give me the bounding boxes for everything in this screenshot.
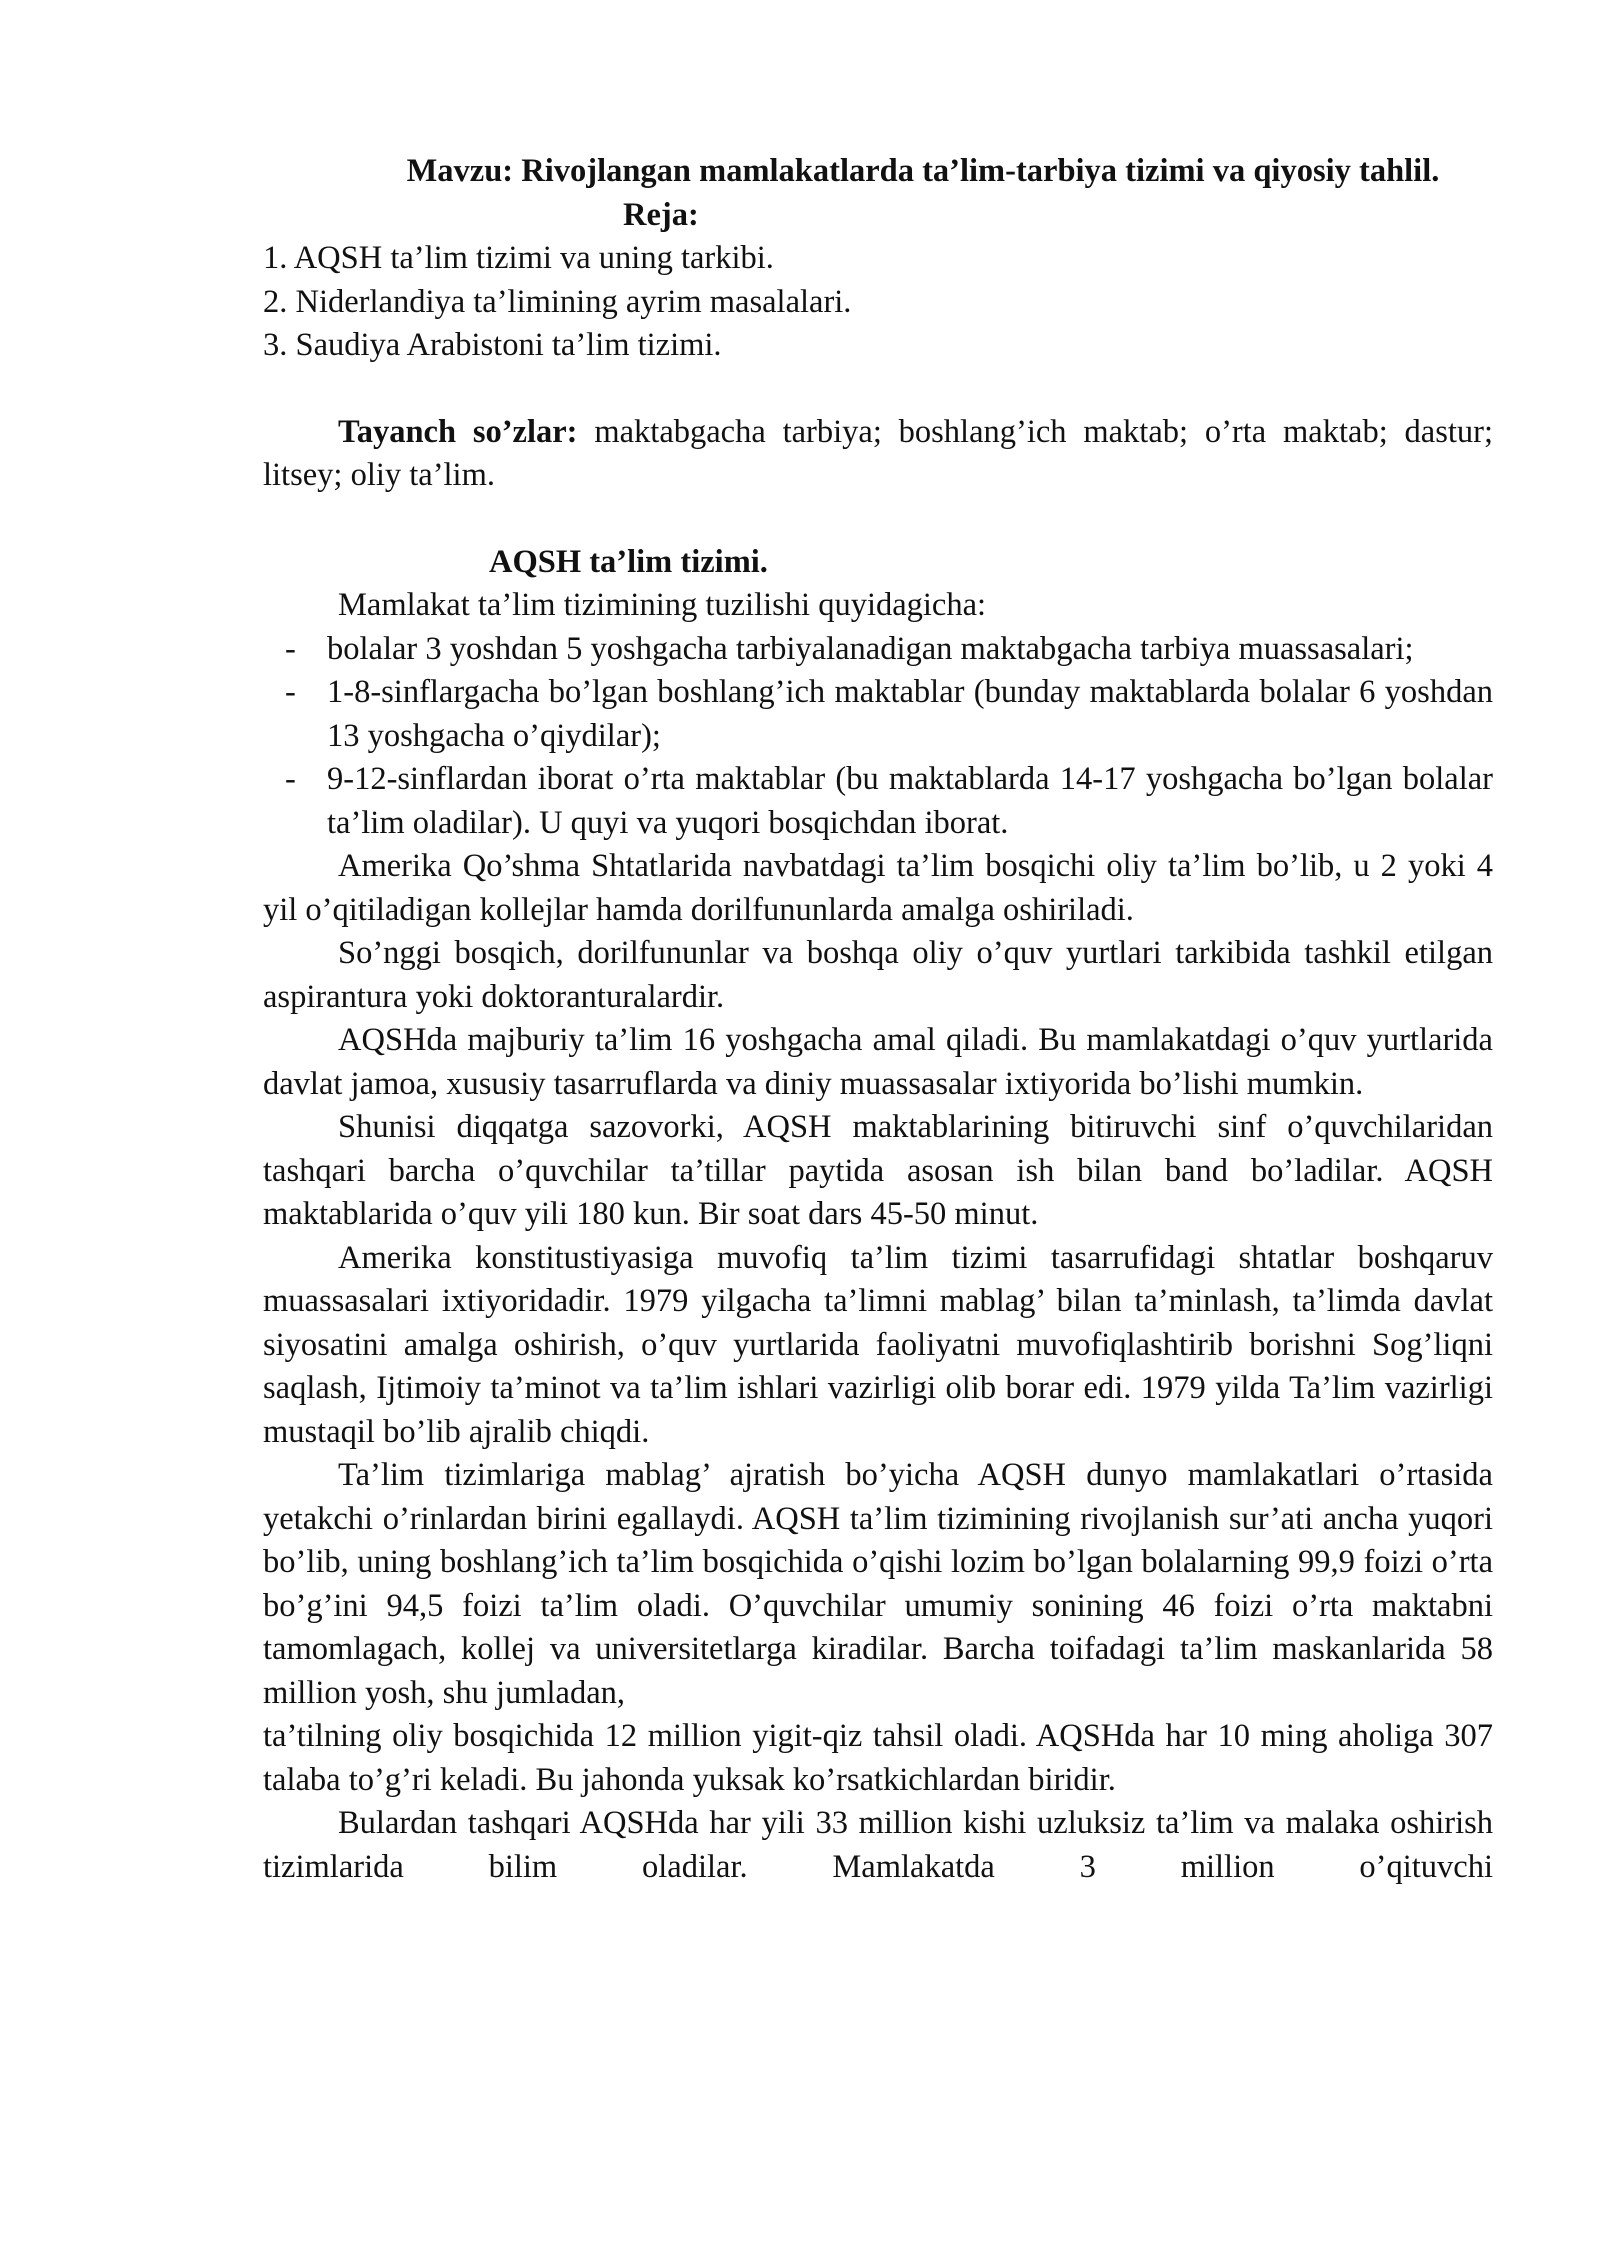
intro-line: Mamlakat ta’lim tizimining tuzilishi quyidagicha: — [338, 587, 987, 623]
bullet-dash: - — [285, 761, 296, 797]
document-title: Mavzu: Rivojlangan mamlakatlarda ta’lim-tarbiya tizimi va qiyosiy tahlil. — [406, 153, 1440, 189]
spacer — [263, 368, 1493, 411]
bullet-item — [263, 671, 1493, 758]
body-paragraph: ta’tilning oliy bosqichida 12 million yigit-qiz tahsil oladi. AQSHda har 10 ming aholiga 307 talaba to’g’ri keladi. Bu jahonda yuksak ko’rsatkichlardan biridir. — [263, 1718, 1493, 1798]
keywords-text: maktabgacha tarbiya; boshlang’ich maktab; o’rta maktab; dastur; litsey; oliy ta’lim. — [263, 413, 1493, 493]
bullet-item — [263, 628, 1493, 672]
body-paragraph: Ta’lim tizimlariga mablag’ ajratish bo’yicha AQSH dunyo mamlakatlari o’rtasida yetakchi o’rinlardan birini egallaydi. AQSH ta’lim tizimining rivojlanish sur’ati ancha yuqori bo’lib, uning boshlang’ich ta’lim bosqichida o’qishi lozim bo’lgan bolalarning 99,9 foizi o’rta bo’g’ini 94,5 foizi ta’lim oladi. O’quvchilar umumiy sonining 46 foizi o’rta maktabni tamomlagach, kollej va universitetlarga kiradilar. Barcha toifadagi ta’lim maskanlarida 58 million yosh, shu jumladan, — [263, 1457, 1493, 1711]
body-paragraph: So’nggi bosqich, dorilfununlar va boshqa oliy o’quv yurtlari tarkibida tashkil etilgan aspirantura yoki doktoranturalardir. — [263, 935, 1493, 1015]
keywords-label: Tayanch so’zlar: — [338, 413, 578, 450]
body-paragraph: AQSHda majburiy ta’lim 16 yoshgacha amal qiladi. Bu mamlakatdagi o’quv yurtlarida davlat jamoa, xususiy tasarruflarda va diniy muassasalar ixtiyorida bo’lishi mumkin. — [263, 1022, 1493, 1102]
body-paragraph: Amerika Qo’shma Shtatlarida navbatdagi ta’lim bosqichi oliy ta’lim bo’lib, u 2 yoki 4 yil o’qitiladigan kollejlar hamda dorilfununlarda amalga oshiriladi. — [263, 848, 1493, 928]
bullet-dash: - — [285, 630, 296, 667]
body-paragraph: Shunisi diqqatga sazovorki, AQSH maktablarining bitiruvchi sinf o’quvchilaridan tashqari barcha o’quvchilar ta’tillar paytida asosan ish bilan band bo’ladilar. AQSH maktablarida o’quv yili 180 kun. Bir soat dars 45-50 minut. — [263, 1109, 1493, 1232]
plan-list — [263, 237, 1493, 368]
plan-item: 1. AQSH ta’lim tizimi va uning tarkibi. — [263, 240, 774, 276]
bullet-text: 1-8-sinflargacha bo’lgan boshlang’ich maktablar (bunday maktablarda bolalar 6 yoshdan 13 yoshgacha o’qiydilar); — [327, 674, 1493, 754]
bullet-item — [263, 758, 1493, 845]
section-title: AQSH ta’lim tizimi. — [489, 543, 768, 580]
plan-item: 3. Saudiya Arabistoni ta’lim tizimi. — [263, 327, 722, 363]
body-paragraph: Bulardan tashqari AQSHda har yili 33 million kishi uzluksiz ta’lim va malaka oshirish tizimlarida bilim oladilar. Mamlakatda 3 million o’qituvchi — [263, 1805, 1493, 1885]
keywords-paragraph — [263, 411, 1493, 498]
body-paragraph: Amerika konstitustiyasiga muvofiq ta’lim tizimi tasarrufidagi shtatlar boshqaruv muassasalari ixtiyoridadir. 1979 yilgacha ta’limni mablag’ bilan ta’minlash, ta’limda davlat siyosatini amalga oshirish, o’quv yurtlarida faoliyatni muvofiqlashtirib borishni Sog’liqni saqlash, Ijtimoiy ta’minot va ta’lim ishlari vazirligi olib borar edi. 1979 yilda Ta’lim vazirligi mustaqil bo’lib ajralib chiqdi. — [263, 1239, 1493, 1450]
plan-heading: Reja: — [623, 196, 699, 233]
spacer — [263, 498, 1493, 541]
bullet-text: 9-12-sinflardan iborat o’rta maktablar (bu maktablarda 14-17 yoshgacha bo’lgan bolalar ta’lim oladilar). U quyi va yuqori bosqichdan iborat. — [327, 761, 1493, 841]
bullet-text: bolalar 3 yoshdan 5 yoshgacha tarbiyalanadigan maktabgacha tarbiya muassasalari; — [327, 630, 1414, 667]
plan-item: 2. Niderlandiya ta’limining ayrim masalalari. — [263, 283, 852, 320]
document-page — [263, 150, 1493, 1889]
bullet-dash: - — [285, 674, 296, 710]
